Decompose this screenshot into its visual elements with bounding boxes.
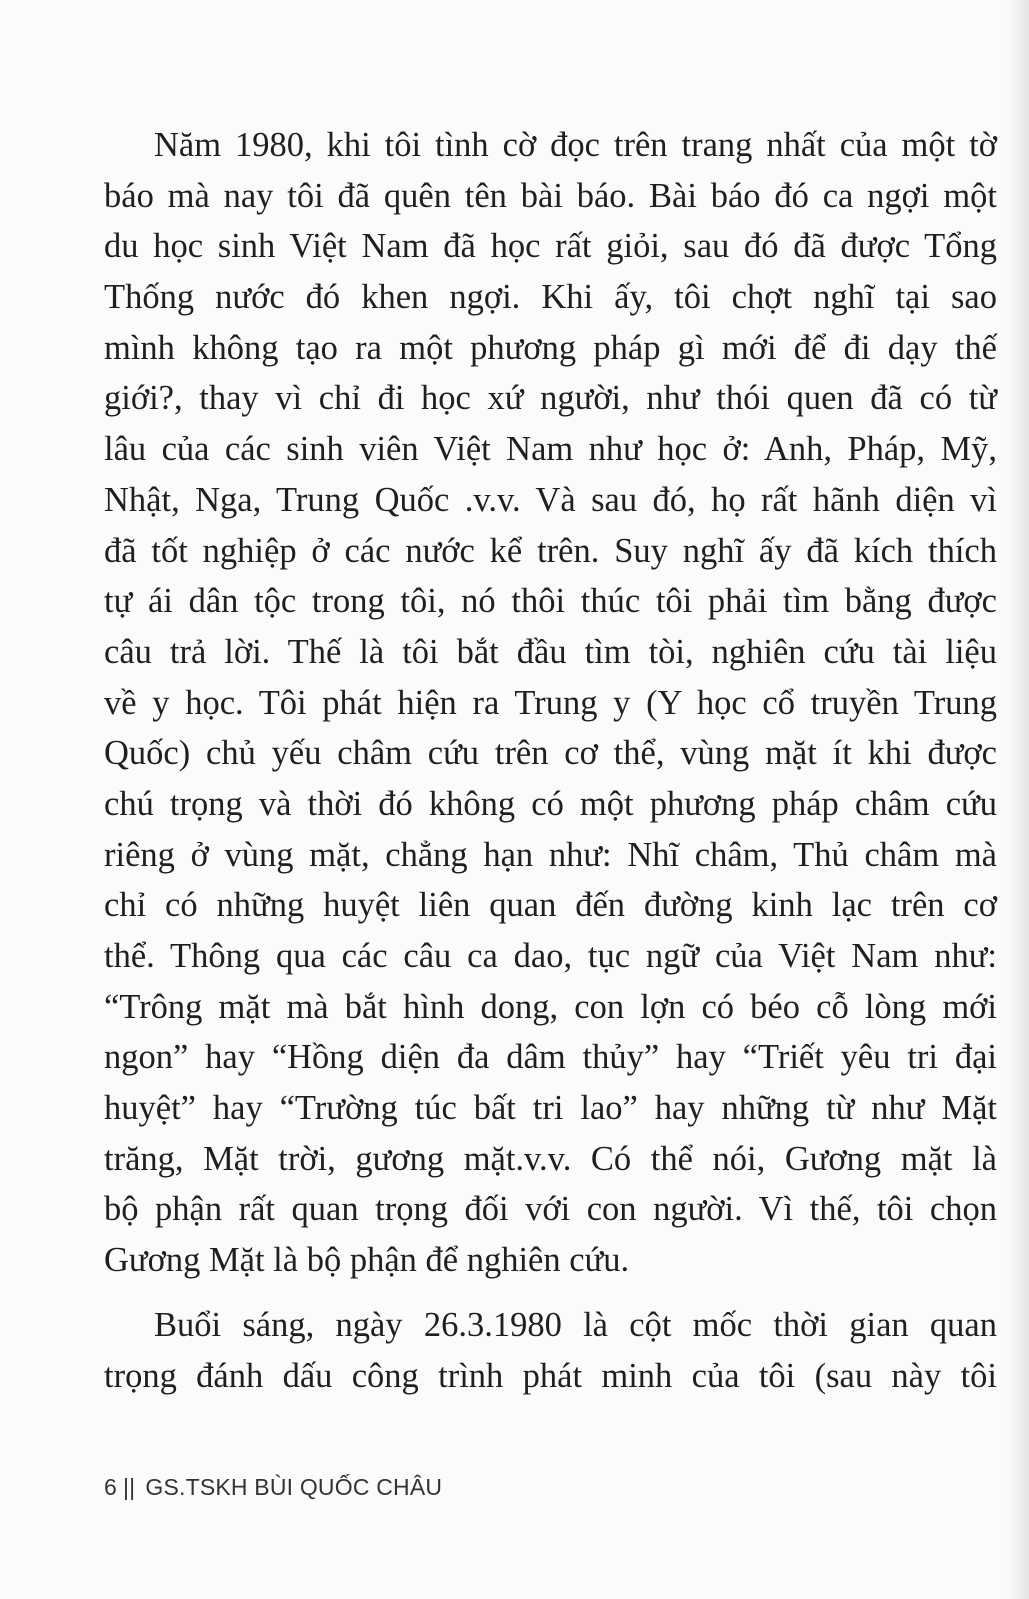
text-line: Quốc) chủ yếu châm cứu trên cơ thể, vùng mặt ít khi được [104, 734, 997, 773]
body-text [104, 120, 997, 1401]
text-line: về y học. Tôi phát hiện ra Trung y (Y học cổ truyền Trung [104, 683, 997, 722]
text-line: ngon” hay “Hồng diện đa dâm thủy” hay “Triết yêu tri đại [104, 1038, 997, 1077]
text-line: bộ phận rất quan trọng đối với con người. Vì thế, tôi chọn [104, 1190, 997, 1229]
text-line: mình không tạo ra một phương pháp gì mới để đi dạy thế [104, 328, 997, 367]
running-author: GS.TSKH BÙI QUỐC CHÂU [145, 1474, 443, 1500]
page-edge-shadow [1007, 0, 1029, 1599]
text-line: riêng ở vùng mặt, chẳng hạn như: Nhĩ châm, Thủ châm mà [104, 835, 997, 874]
text-line: Gương Mặt là bộ phận để nghiên cứu. [104, 1241, 630, 1280]
text-line: tự ái dân tộc trong tôi, nó thôi thúc tôi phải tìm bằng được [104, 582, 997, 621]
paragraph-gap [104, 1286, 997, 1300]
page-footer [104, 1474, 442, 1501]
text-line: Thống nước đó khen ngợi. Khi ấy, tôi chợt nghĩ tại sao [104, 278, 997, 317]
text-line: đã tốt nghiệp ở các nước kể trên. Suy nghĩ ấy đã kích thích [104, 531, 997, 570]
text-line: huyệt” hay “Trường túc bất tri lao” hay những từ như Mặt [104, 1089, 997, 1128]
text-line: câu trả lời. Thế là tôi bắt đầu tìm tòi, nghiên cứu tài liệu [104, 632, 997, 671]
text-line: Buổi sáng, ngày 26.3.1980 là cột mốc thời gian quan [154, 1305, 997, 1344]
text-line: trăng, Mặt trời, gương mặt.v.v. Có thể nói, Gương mặt là [104, 1139, 997, 1178]
text-line: báo mà nay tôi đã quên tên bài báo. Bài báo đó ca ngợi một [104, 176, 997, 215]
text-line: Nhật, Nga, Trung Quốc .v.v. Và sau đó, họ rất hãnh diện vì [104, 480, 997, 519]
text-line: “Trông mặt mà bắt hình dong, con lợn có béo cỗ lòng mới [104, 987, 997, 1026]
text-line: du học sinh Việt Nam đã học rất giỏi, sau đó đã được Tổng [104, 227, 997, 266]
text-line: lâu của các sinh viên Việt Nam như học ở: Anh, Pháp, Mỹ, [104, 430, 997, 469]
text-line: chú trọng và thời đó không có một phương pháp châm cứu [104, 784, 997, 823]
footer-separator: || [123, 1474, 136, 1500]
text-line: giới?, thay vì chỉ đi học xứ người, như thói quen đã có từ [104, 379, 997, 418]
page-number: 6 [104, 1474, 117, 1500]
text-line: chỉ có những huyệt liên quan đến đường kinh lạc trên cơ [104, 886, 997, 925]
text-line: Năm 1980, khi tôi tình cờ đọc trên trang nhất của một tờ [154, 126, 997, 164]
text-line: thể. Thông qua các câu ca dao, tục ngữ của Việt Nam như: [104, 937, 997, 975]
text-line: trọng đánh dấu công trình phát minh của tôi (sau này tôi [104, 1356, 997, 1395]
